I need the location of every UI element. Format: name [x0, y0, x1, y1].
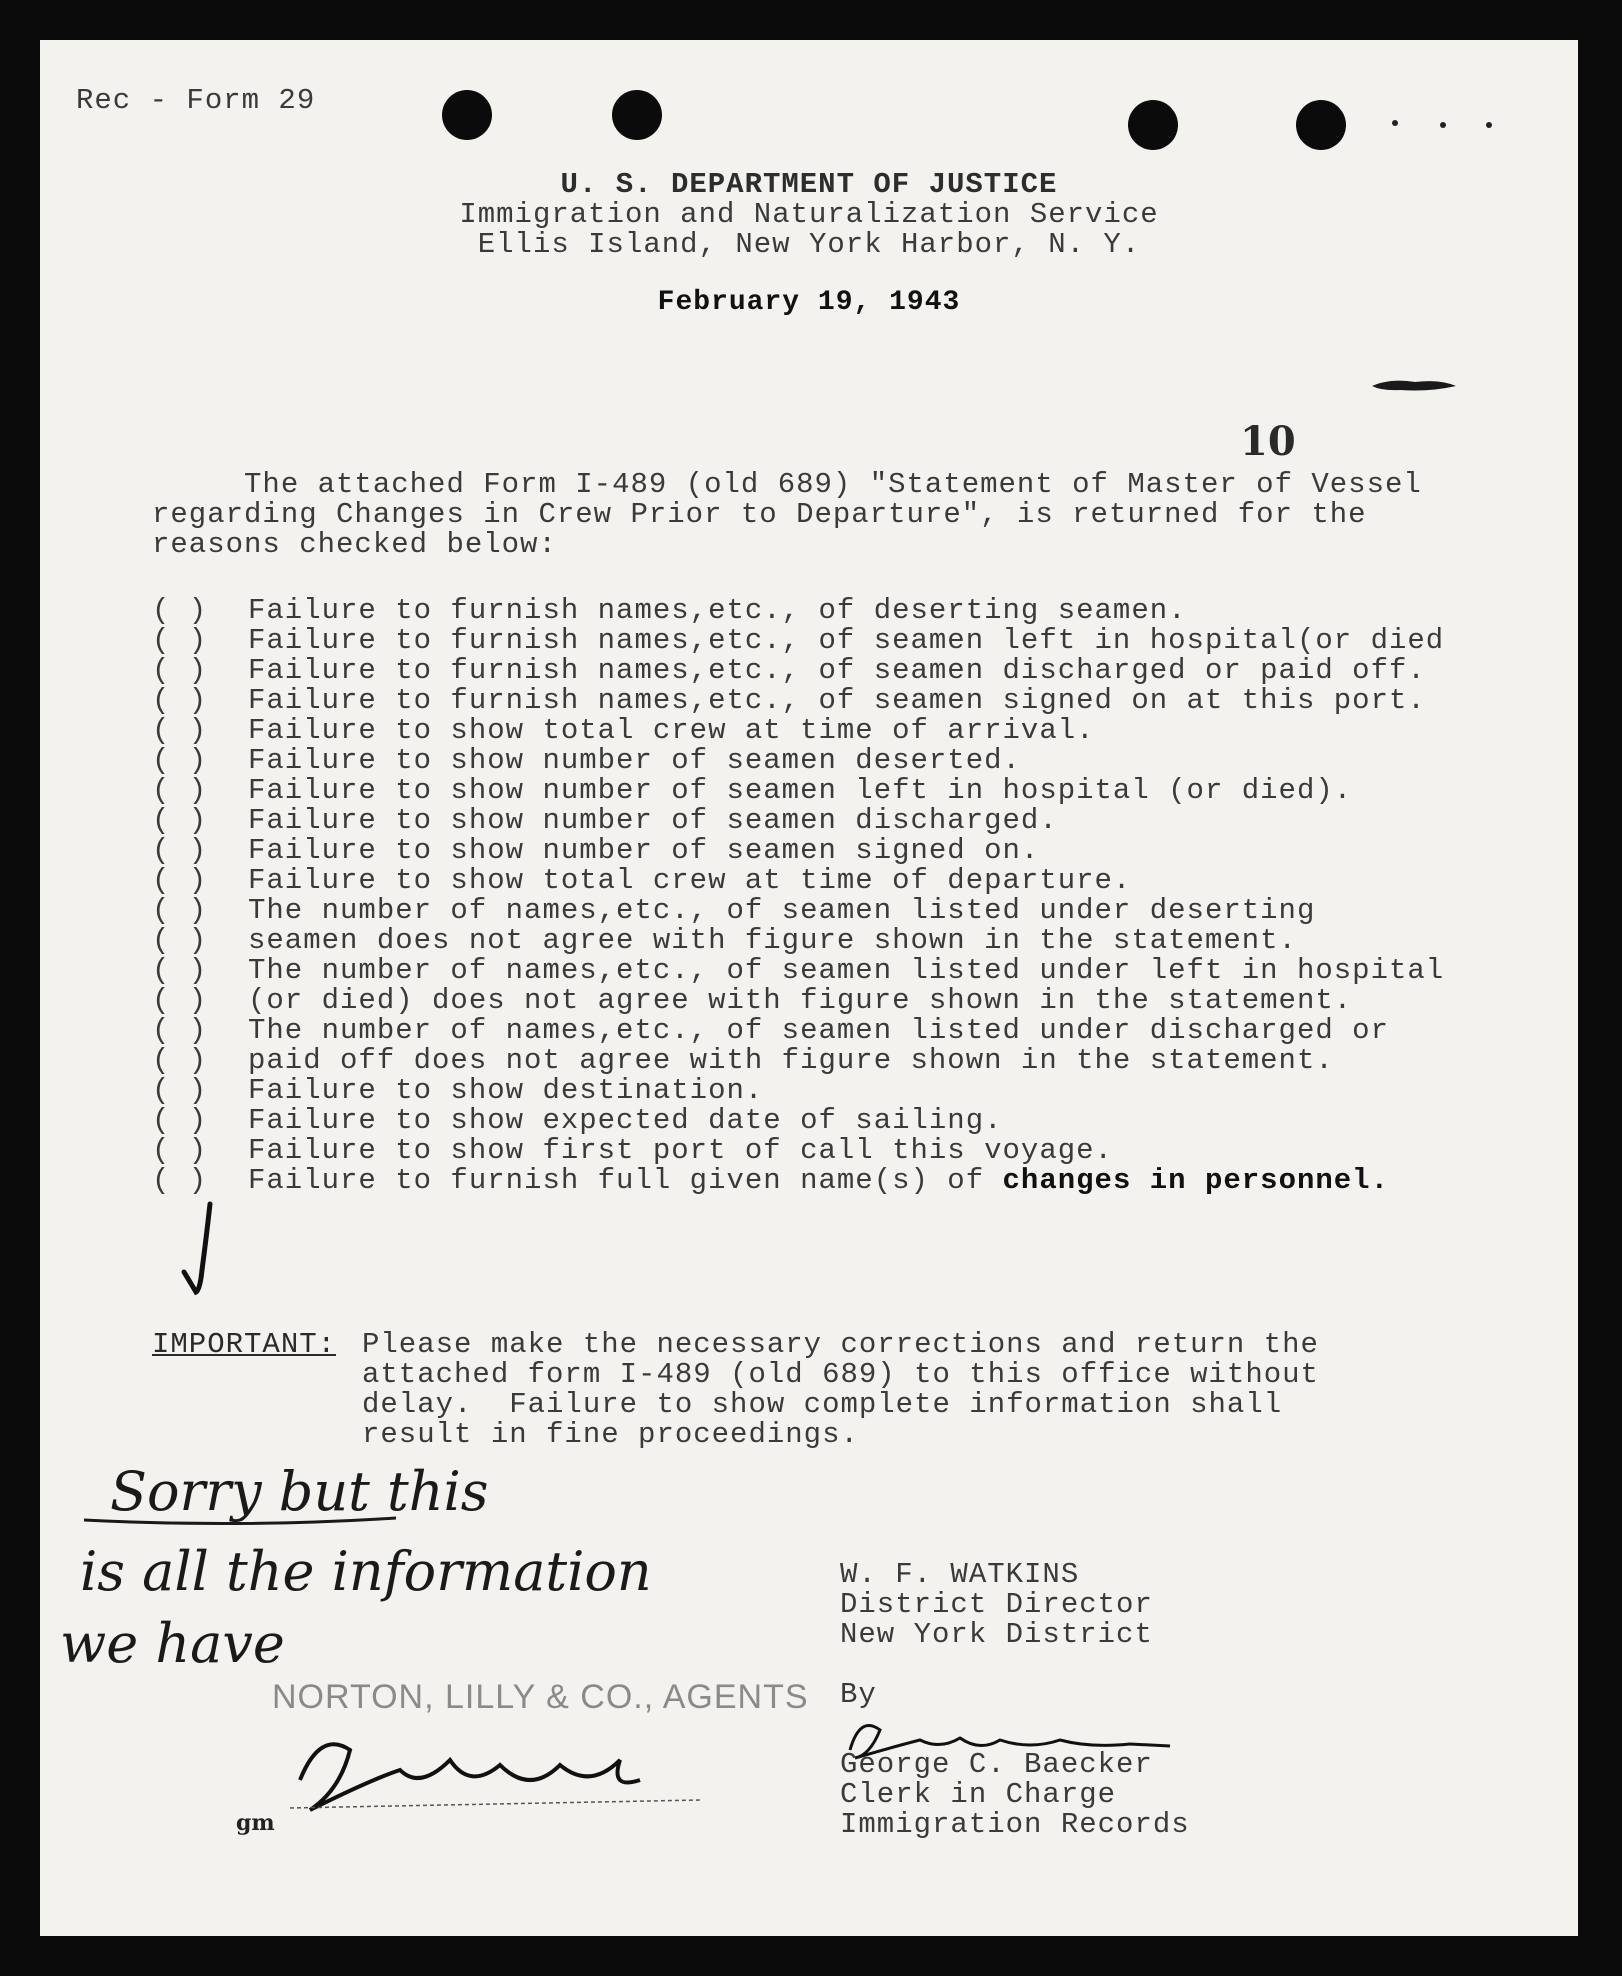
checkbox: ( ): [152, 954, 208, 987]
reason-item: ( ) Failure to furnish names,etc., of seamen signed on at this port.: [152, 684, 1426, 717]
signer-district: New York District: [840, 1618, 1153, 1651]
underline-stroke: [80, 1510, 400, 1530]
emphasis-text: changes in personnel.: [1002, 1164, 1389, 1197]
reason-item: ( ) Failure to show destination.: [152, 1074, 764, 1107]
checkbox: ( ): [152, 1164, 208, 1197]
reason-item: ( ) paid off does not agree with figure shown in the statement.: [152, 1044, 1334, 1077]
reason-item: ( ) (or died) does not agree with figure shown in the statement.: [152, 984, 1353, 1017]
clerk-name: George C. Baecker: [840, 1748, 1153, 1781]
checkbox: ( ): [152, 1104, 208, 1137]
clerk-title: Clerk in Charge: [840, 1778, 1117, 1811]
reason-item: ( ) Failure to show total crew at time of arrival.: [152, 714, 1095, 747]
reason-item: ( ) Failure to furnish names,etc., of seamen discharged or paid off.: [152, 654, 1426, 687]
intro-line-3: reasons checked below:: [152, 528, 557, 561]
punch-hole: [1128, 100, 1178, 150]
checkbox: ( ): [152, 654, 208, 687]
checkbox: ( ): [152, 594, 208, 627]
checkbox: ( ): [152, 1014, 208, 1047]
reason-item: ( ) Failure to show first port of call this voyage.: [152, 1134, 1113, 1167]
reason-item: ( ) The number of names,etc., of seamen listed under deserting: [152, 894, 1316, 927]
punch-hole: [612, 90, 662, 140]
handwritten-note-line-1: Sorry but this: [110, 1460, 489, 1523]
typist-initials: gm: [236, 1810, 275, 1836]
document-page: [40, 40, 1578, 1936]
service-heading: Immigration and Naturalization Service: [459, 198, 1159, 231]
checkbox: ( ): [152, 744, 208, 777]
intro-line-2: regarding Changes in Crew Prior to Departure", is returned for the: [152, 498, 1367, 531]
check-mark-icon: [180, 1200, 220, 1300]
reason-item: ( ) Failure to show expected date of sailing.: [152, 1104, 1003, 1137]
reason-checklist: [152, 596, 1444, 1196]
punch-hole: [442, 90, 492, 140]
reason-item-checked: ( ) Failure to furnish full given name(s) of changes in personnel.: [152, 1164, 1389, 1197]
reason-item: ( ) Failure to show number of seamen signed on.: [152, 834, 1040, 867]
agent-stamp: NORTON, LILLY & CO., AGENTS: [272, 1678, 809, 1716]
signer-name: W. F. WATKINS: [840, 1558, 1080, 1591]
checkbox: ( ): [152, 1044, 208, 1077]
speck: [1486, 122, 1492, 128]
reason-item: ( ) The number of names,etc., of seamen listed under discharged or: [152, 1014, 1389, 1047]
speck: [1440, 122, 1446, 128]
reason-item: ( ) The number of names,etc., of seamen listed under left in hospital: [152, 954, 1445, 987]
checkbox: ( ): [152, 1074, 208, 1107]
checkbox: ( ): [152, 864, 208, 897]
reason-item: ( ) Failure to show number of seamen left in hospital (or died).: [152, 774, 1353, 807]
checkbox: ( ): [152, 684, 208, 717]
form-number: Rec - Form 29: [76, 84, 316, 117]
intro-line-1: The attached Form I-489 (old 689) "Statement of Master of Vessel: [152, 468, 1422, 501]
reason-item: ( ) Failure to furnish names,etc., of deserting seamen.: [152, 594, 1187, 627]
speck: [1392, 120, 1398, 126]
checkbox: ( ): [152, 894, 208, 927]
punch-hole: [1296, 100, 1346, 150]
reason-item: ( ) Failure to show total crew at time of departure.: [152, 864, 1132, 897]
checkbox: ( ): [152, 624, 208, 657]
checkbox: ( ): [152, 1134, 208, 1167]
important-line-4: result in fine proceedings.: [362, 1418, 859, 1451]
reason-item: ( ) Failure to furnish names,etc., of seamen left in hospital(or died: [152, 624, 1445, 657]
checkbox: ( ): [152, 774, 208, 807]
checkbox: ( ): [152, 714, 208, 747]
clerk-department: Immigration Records: [840, 1808, 1190, 1841]
checkbox: ( ): [152, 984, 208, 1017]
department-heading: U. S. DEPARTMENT OF JUSTICE: [560, 168, 1058, 201]
checkbox: ( ): [152, 924, 208, 957]
address-heading: Ellis Island, New York Harbor, N. Y.: [477, 228, 1141, 261]
handwritten-note-line-2: is all the information: [80, 1540, 652, 1603]
checkbox: ( ): [152, 804, 208, 837]
reason-item: ( ) Failure to show number of seamen deserted.: [152, 744, 1021, 777]
page-number: 10: [1240, 418, 1296, 465]
reason-item: ( ) Failure to show number of seamen discharged.: [152, 804, 1058, 837]
handwritten-note-line-3: we have: [60, 1612, 285, 1675]
important-line-3: delay. Failure to show complete information shall: [362, 1388, 1283, 1421]
checkbox: ( ): [152, 834, 208, 867]
by-label: By: [840, 1678, 877, 1711]
important-line-2: attached form I-489 (old 689) to this office without: [362, 1358, 1319, 1391]
important-label: IMPORTANT:: [152, 1328, 337, 1361]
signer-title: District Director: [840, 1588, 1153, 1621]
agent-signature-icon: [280, 1720, 720, 1830]
important-line-1: Please make the necessary corrections and return the: [362, 1328, 1319, 1361]
ink-mark: [1370, 376, 1460, 396]
reason-item: ( ) seamen does not agree with figure shown in the statement.: [152, 924, 1297, 957]
letter-date: February 19, 1943: [657, 287, 961, 318]
